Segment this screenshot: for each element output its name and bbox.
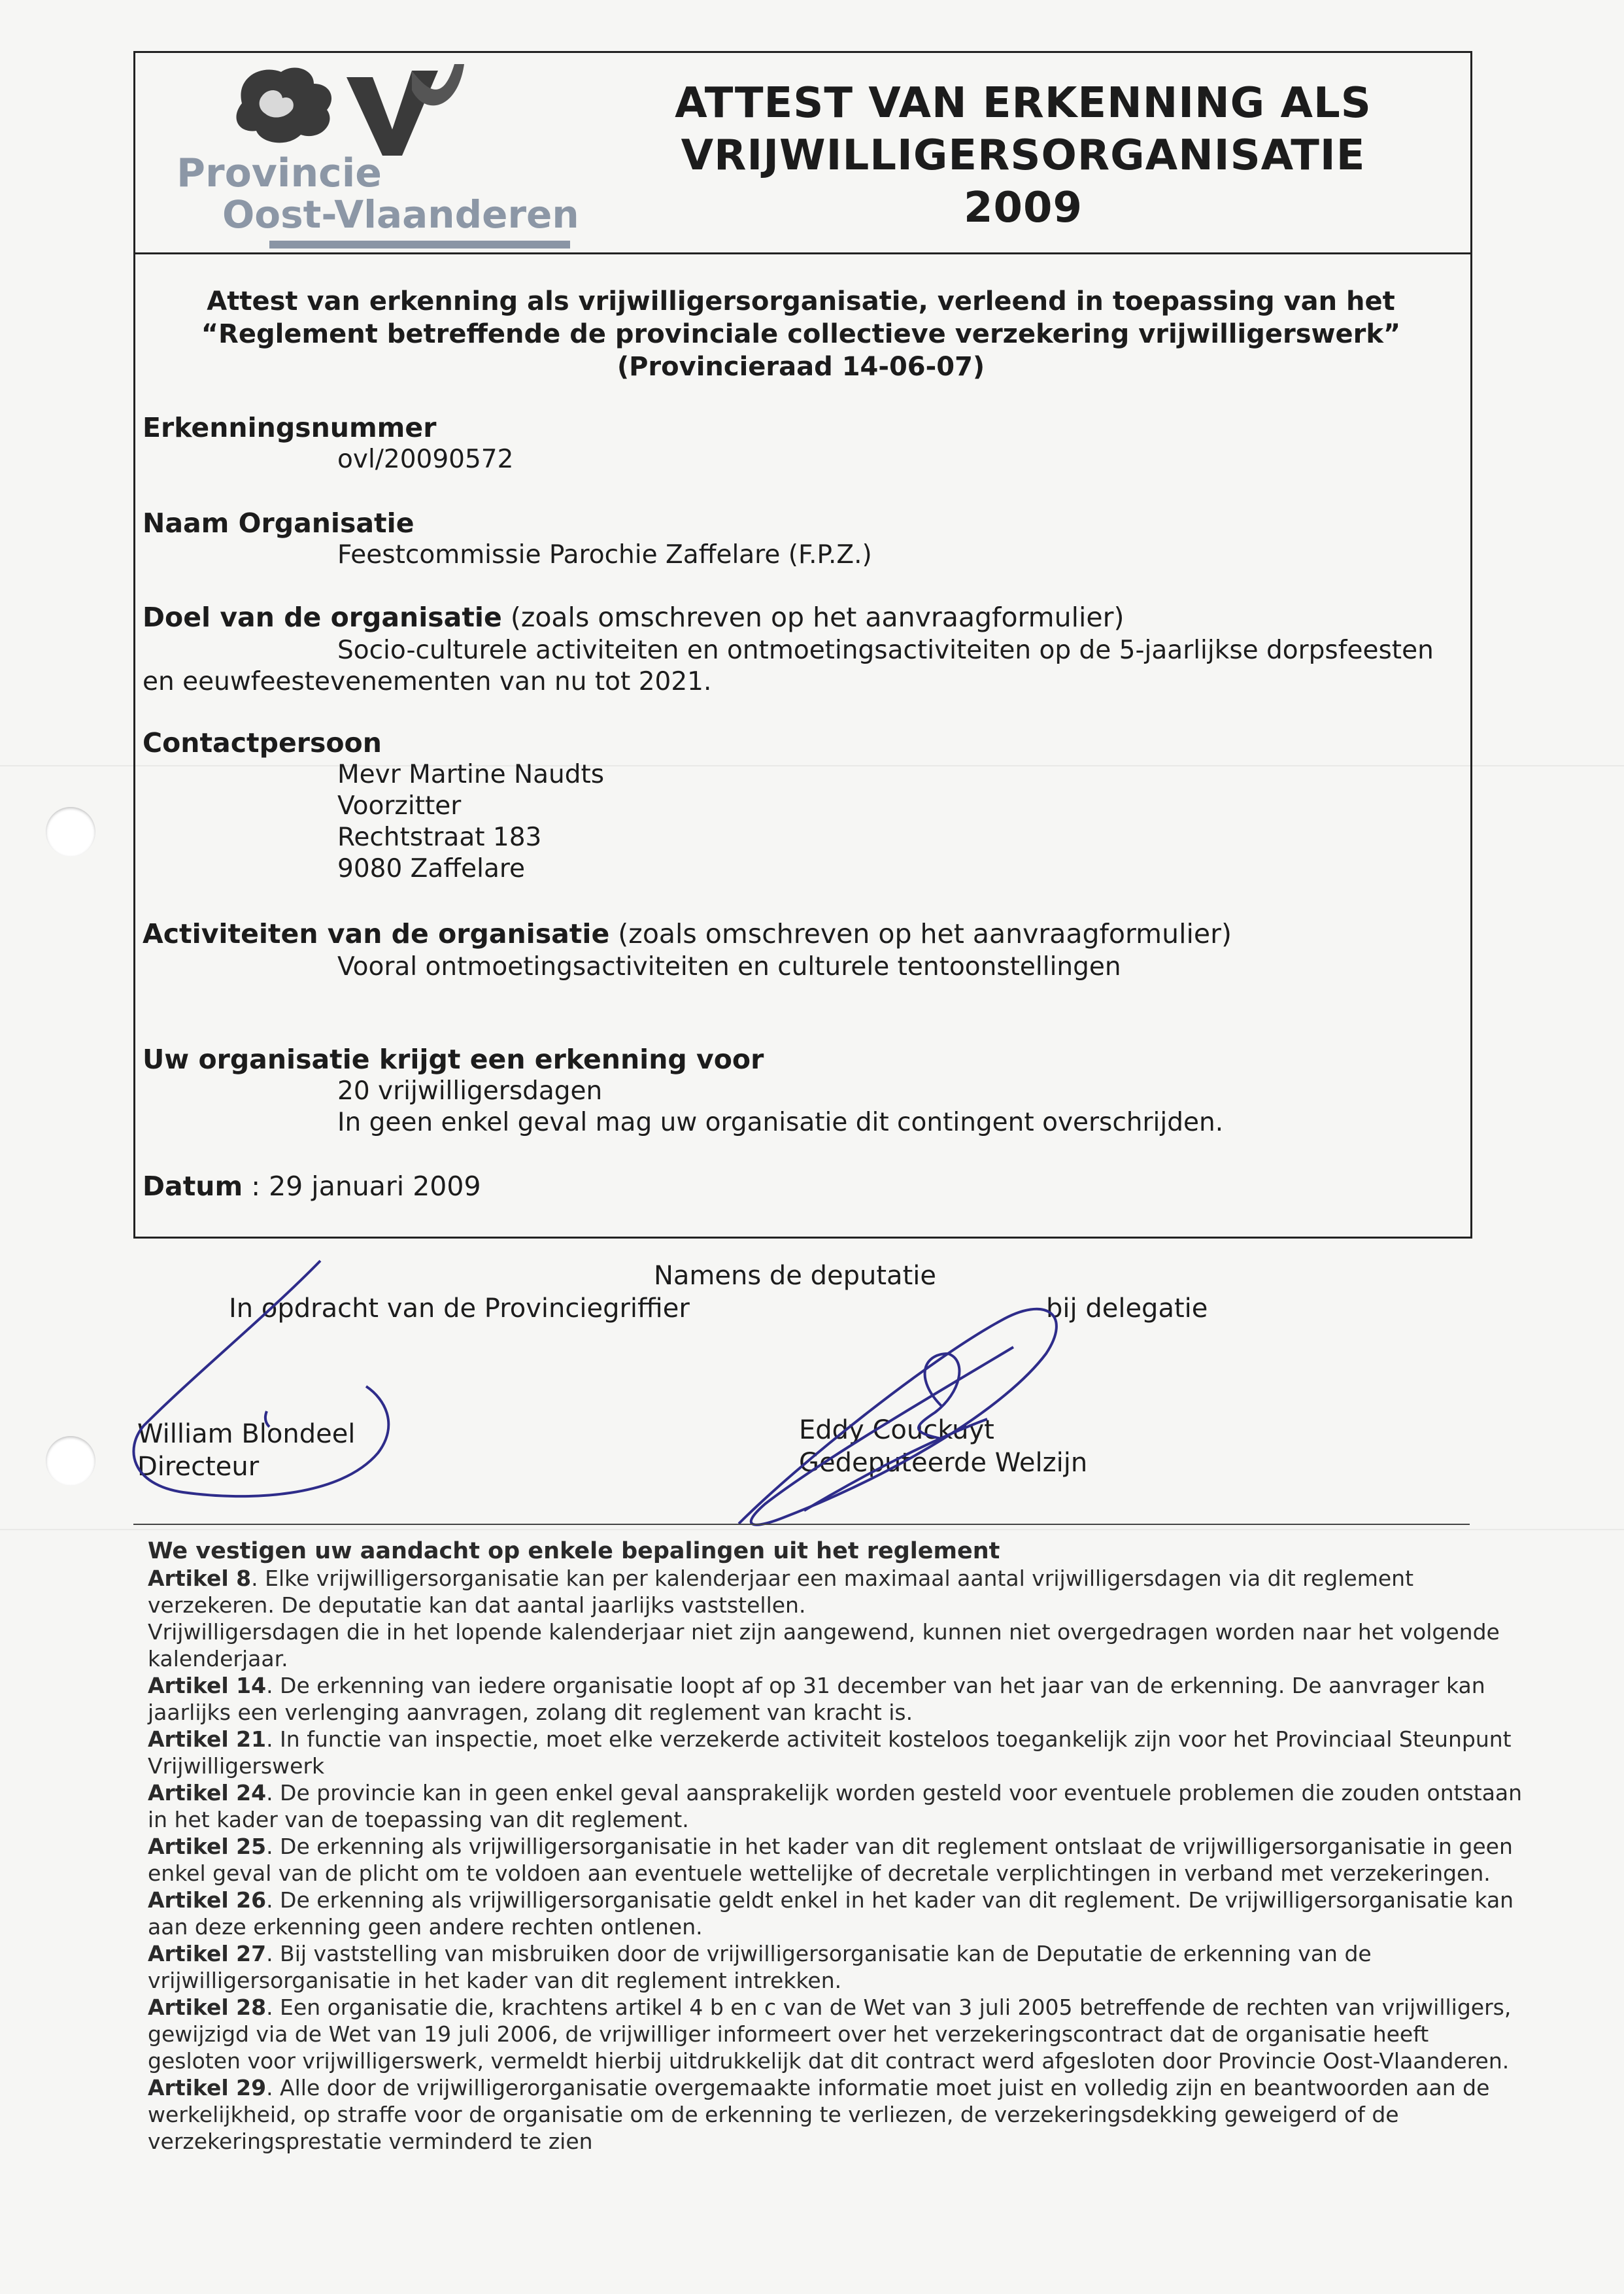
title-line-2: VRIJWILLIGERSORGANISATIE xyxy=(681,131,1366,180)
section-rule xyxy=(133,1524,1470,1525)
article-text: gewijzigd via de Wet van 19 juli 2006, de vrijwilliger informeert over het verzekeringscontract dat de organisatie heeft xyxy=(148,2021,1429,2047)
article-text: in het kader van de toepassing van dit reglement. xyxy=(148,1807,689,1832)
doel-value-line-2: en eeuwfeestevenementen van nu tot 2021. xyxy=(143,667,712,696)
intro-line-3: (Provincieraad 14-06-07) xyxy=(617,352,985,382)
title-year: 2009 xyxy=(963,184,1083,232)
doel-value-line-1: Socio-culturele activiteiten en ontmoetingsactiviteiten op de 5-jaarlijkse dorpsfeesten xyxy=(337,636,1434,665)
article-label: Artikel 8 xyxy=(148,1566,252,1591)
doel-label xyxy=(143,602,1124,633)
intro-text xyxy=(163,285,1438,383)
document-title xyxy=(641,77,1406,234)
article-text: verzekeren. De deputatie kan dat aantal jaarlijks vaststellen. xyxy=(148,1592,806,1618)
erkenning-voor-label: Uw organisatie krijgt een erkenning voor xyxy=(143,1044,764,1075)
article xyxy=(148,1833,1513,1887)
article-text: . De erkenning als vrijwilligersorganisatie in het kader van dit reglement ontslaat de vrijwilligersorganisatie in geen xyxy=(266,1834,1513,1859)
datum-row xyxy=(143,1171,481,1202)
article-label: Artikel 26 xyxy=(148,1887,267,1913)
logo-underline xyxy=(269,241,570,248)
left-signer-title: Directeur xyxy=(137,1452,260,1482)
doel-label-text: Doel van de organisatie xyxy=(143,602,502,633)
article-label: Artikel 24 xyxy=(148,1780,267,1806)
article xyxy=(148,1779,1523,1833)
article-text: gesloten voor vrijwilligerswerk, vermeldt hierbij uitdrukkelijk dat dit contract werd afgesloten door Provincie Oost-Vlaanderen. xyxy=(148,2048,1510,2074)
intro-line-1: Attest van erkenning als vrijwilligersorganisatie, verleend in toepassing van het xyxy=(207,286,1395,317)
contact-street: Rechtstraat 183 xyxy=(337,823,542,852)
article-text: werkelijkheid, op straffe voor de organisatie om de erkenning te verliezen, de verzekeringsdekking geweigerd of de xyxy=(148,2102,1399,2127)
article-text: . In functie van inspectie, moet elke verzekerde activiteit kosteloos toegankelijk zijn voor het Provinciaal Steunpunt xyxy=(266,1726,1512,1752)
paper-fold xyxy=(0,1529,1624,1530)
contact-name: Mevr Martine Naudts xyxy=(337,760,605,789)
activiteiten-value: Vooral ontmoetingsactiviteiten en culturele tentoonstellingen xyxy=(337,952,1121,982)
intro-line-2: “Reglement betreffende de provinciale collectieve verzekering vrijwilligerswerk” xyxy=(201,319,1401,349)
article xyxy=(148,2074,1508,2155)
article-text: Vrijwilligersdagen die in het lopende kalenderjaar niet zijn aangewend, kunnen niet overgedragen worden naar het volgende xyxy=(148,1619,1500,1645)
article xyxy=(148,1726,1512,1779)
right-order-text: bij delegatie xyxy=(1046,1293,1208,1324)
logo-line-1: Provincie xyxy=(177,150,382,196)
article-label: Artikel 29 xyxy=(148,2075,267,2100)
article-text: . Elke vrijwilligersorganisatie kan per kalenderjaar een maximaal aantal vrijwilligersdagen via dit reglement xyxy=(251,1566,1414,1591)
article-label: Artikel 27 xyxy=(148,1941,267,1966)
reglement-section xyxy=(148,1538,1523,2155)
article xyxy=(148,1672,1508,1726)
article-label: Artikel 28 xyxy=(148,1994,267,2020)
left-signer-name: William Blondeel xyxy=(137,1419,356,1449)
datum-label: Datum xyxy=(143,1171,243,1202)
title-line-1: ATTEST VAN ERKENNING ALS xyxy=(675,79,1372,128)
article-text: . Alle door de vrijwilligerorganisatie overgemaakte informatie moet juist en volledig zijn en beantwoorden aan de xyxy=(266,2075,1490,2100)
erkenningsnummer-value: ovl/20090572 xyxy=(337,445,514,474)
article-label: Artikel 21 xyxy=(148,1726,267,1752)
datum-value: : 29 januari 2009 xyxy=(243,1171,481,1202)
naam-organisatie-label: Naam Organisatie xyxy=(143,507,414,539)
namens-deputatie: Namens de deputatie xyxy=(654,1261,936,1291)
article-text: . De erkenning als vrijwilligersorganisatie geldt enkel in het kader van dit reglement. De vrijwilligersorganisatie kan xyxy=(266,1887,1514,1913)
article-label: Artikel 14 xyxy=(148,1673,267,1698)
erkenningsnummer-label: Erkenningsnummer xyxy=(143,412,437,443)
right-signer-name: Eddy Couckuyt xyxy=(799,1415,994,1445)
article-text: verzekeringsprestatie verminderd te zien xyxy=(148,2129,593,2154)
activiteiten-label-note: (zoals omschreven op het aanvraagformulier) xyxy=(609,918,1232,950)
doel-label-note: (zoals omschreven op het aanvraagformulier) xyxy=(501,602,1125,633)
article-text: . De erkenning van iedere organisatie loopt af op 31 december van het jaar van de erkenning. De aanvrager kan xyxy=(266,1673,1485,1698)
header-divider xyxy=(133,252,1472,254)
article-text: Vrijwilligerswerk xyxy=(148,1753,325,1779)
erkenning-days: 20 vrijwilligersdagen xyxy=(337,1076,603,1106)
article xyxy=(148,1887,1514,1940)
article-text: . De provincie kan in geen enkel geval aansprakelijk worden gesteld voor eventuele problemen die zouden ontstaan xyxy=(266,1780,1523,1806)
activiteiten-label-text: Activiteiten van de organisatie xyxy=(143,918,610,950)
article-text: enkel geval van de plicht om te voldoen aan eventuele wettelijke of decretale verplichtingen in verband met verzekeringen. xyxy=(148,1860,1491,1886)
left-order-text: In opdracht van de Provinciegriffier xyxy=(229,1293,690,1324)
contact-city: 9080 Zaffelare xyxy=(337,854,526,883)
article-text: jaarlijks een verlenging aanvragen, zolang dit reglement van kracht is. xyxy=(148,1700,913,1725)
article xyxy=(148,1940,1508,1994)
article-text: aan deze erkenning geen andere rechten ontlenen. xyxy=(148,1914,703,1940)
punch-hole xyxy=(46,807,95,857)
erkenning-warning: In geen enkel geval mag uw organisatie dit contingent overschrijden. xyxy=(337,1108,1224,1137)
logo-line-2: Oost-Vlaanderen xyxy=(222,192,579,237)
article-label: Artikel 25 xyxy=(148,1834,267,1859)
contact-role: Voorzitter xyxy=(337,791,462,821)
province-logo xyxy=(177,58,579,251)
reglement-heading: We vestigen uw aandacht op enkele bepalingen uit het reglement xyxy=(148,1538,1000,1564)
article-text: . Bij vaststelling van misbruiken door de vrijwilligersorganisatie kan de Deputatie de erkenning van de xyxy=(266,1941,1372,1966)
article-text: kalenderjaar. xyxy=(148,1646,288,1671)
article xyxy=(148,1994,1512,2074)
coat-of-arms-icon xyxy=(216,58,490,156)
activiteiten-label xyxy=(143,918,1232,950)
punch-hole xyxy=(46,1436,95,1486)
article xyxy=(148,1565,1508,1672)
contactpersoon-label: Contactpersoon xyxy=(143,727,382,759)
article-text: vrijwilligersorganisatie in het kader van dit reglement intrekken. xyxy=(148,1968,842,1993)
article-text: . Een organisatie die, krachtens artikel 4 b en c van de Wet van 3 juli 2005 betreffende de rechten van vrijwilligers, xyxy=(266,1994,1512,2020)
naam-organisatie-value: Feestcommissie Parochie Zaffelare (F.P.Z.) xyxy=(337,540,872,570)
right-signer-title: Gedeputeerde Welzijn xyxy=(799,1448,1088,1478)
